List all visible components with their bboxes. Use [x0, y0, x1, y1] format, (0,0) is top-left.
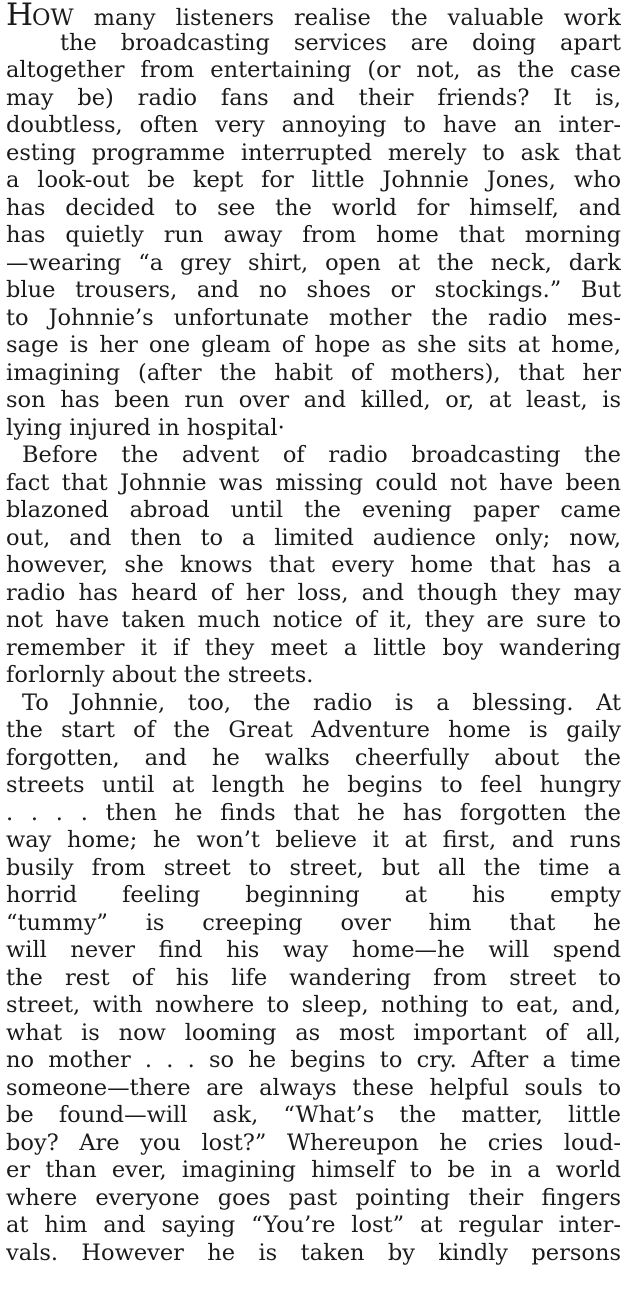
- text-line: [6, 250, 621, 278]
- text-line-content: forlornly about the streets.: [6, 662, 314, 688]
- text-line: [6, 415, 621, 443]
- text-line: [6, 140, 621, 168]
- text-line-content: not have taken much notice of it, they are sure to: [6, 607, 621, 633]
- text-line-content: To Johnnie, too, the radio is a blessing. At: [22, 689, 621, 716]
- text-line-content: doubtless, often very annoying to have an inter-: [6, 112, 621, 138]
- text-line-content: er than ever, imagining himself to be in a world: [6, 1157, 621, 1183]
- text-line: [6, 1075, 621, 1103]
- text-line-content: blazoned abroad until the evening paper came: [6, 497, 621, 523]
- text-line: [6, 690, 621, 718]
- text-line: [6, 332, 621, 360]
- text-line: [6, 800, 621, 828]
- text-line: [6, 772, 621, 800]
- text-line-content: son has been run over and killed, or, at least, is: [6, 387, 621, 413]
- text-line-content: to Johnnie’s unfortunate mother the radio mes-: [6, 304, 621, 331]
- text-line: [6, 305, 621, 333]
- text-line-content: fact that Johnnie was missing could not have been: [6, 469, 621, 496]
- text-line: [6, 1130, 621, 1158]
- text-line: [6, 965, 621, 993]
- text-line: [6, 195, 621, 223]
- text-line: [6, 745, 621, 773]
- text-line: [6, 1020, 621, 1048]
- text-line-content: be found—will ask, “What’s the matter, little: [6, 1102, 621, 1128]
- text-line: [6, 360, 621, 388]
- text-line-content: way home; he won’t believe it at first, and runs: [6, 827, 621, 853]
- text-line-content: what is now looming as most important of all,: [6, 1019, 621, 1046]
- text-line: [6, 442, 621, 470]
- text-line: [6, 635, 621, 663]
- text-line-content: the broadcasting services are doing apart: [60, 29, 621, 56]
- text-line-content: sage is her one gleam of hope as she sits at home,: [6, 332, 621, 358]
- text-line-content: altogether from entertaining (or not, as the case: [6, 57, 621, 83]
- text-line-content: will never find his way home—he will spend: [6, 937, 621, 963]
- text-line: [6, 937, 621, 965]
- text-line: [6, 1157, 621, 1185]
- text-line: [6, 662, 621, 690]
- text-line-content: where everyone goes past pointing their fingers: [6, 1184, 621, 1211]
- text-line-content: horrid feeling beginning at his empty: [6, 882, 621, 908]
- text-line-content: someone—there are always these helpful souls to: [6, 1074, 621, 1101]
- text-line-content: remember it if they meet a little boy wandering: [6, 634, 621, 661]
- text-line-content: radio has heard of her loss, and though they may: [6, 579, 621, 606]
- text-line: [6, 1185, 621, 1213]
- text-line: [6, 30, 621, 58]
- text-line-content: the rest of his life wandering from street to: [6, 964, 621, 991]
- text-line-content: no mother . . . so he begins to cry. After a time: [6, 1047, 621, 1073]
- text-line: [6, 85, 621, 113]
- text-line-content: has decided to see the world for himself, and: [6, 194, 621, 221]
- text-line: [6, 57, 621, 85]
- text-line-content: boy? Are you lost?” Whereupon he cries loud-: [6, 1129, 621, 1156]
- text-line-content: vals. However he is taken by kindly persons: [6, 1239, 621, 1266]
- text-line-content: out, and then to a limited audience only; now,: [6, 524, 621, 551]
- text-line-content: blue trousers, and no shoes or stockings.” But: [6, 277, 621, 303]
- text-line-content: busily from street to street, but all the time a: [6, 854, 621, 881]
- text-line-content: “tummy” is creeping over him that he: [6, 909, 621, 936]
- article-text: [6, 2, 621, 1267]
- text-line-content: —wearing “a grey shirt, open at the neck, dark: [6, 249, 621, 276]
- text-line-content: at him and saying “You’re lost” at regular inter-: [6, 1212, 621, 1238]
- text-line-content: may be) radio fans and their friends? It is,: [6, 84, 621, 111]
- drop-cap: H: [6, 2, 33, 30]
- text-line: [6, 910, 621, 938]
- text-line: [6, 1240, 621, 1268]
- text-line: [6, 470, 621, 498]
- text-line: [6, 855, 621, 883]
- text-line-content: a look-out be kept for little Johnnie Jones, who: [6, 167, 621, 193]
- text-line: [6, 497, 621, 525]
- text-line: [6, 717, 621, 745]
- text-line: [6, 525, 621, 553]
- text-line-content: streets until at length he begins to feel hungry: [6, 772, 621, 798]
- text-line-content: has quietly run away from home that morning: [6, 222, 621, 248]
- text-line-content: esting programme interrupted merely to ask that: [6, 139, 621, 166]
- text-line-content: OW many listeners realise the valuable work: [32, 5, 621, 30]
- text-line: [6, 2, 621, 30]
- text-line-content: however, she knows that every home that has a: [6, 552, 621, 578]
- text-line: [6, 580, 621, 608]
- text-line: [6, 552, 621, 580]
- text-line-content: imagining (after the habit of mothers), that her: [6, 359, 621, 386]
- text-line: [6, 1102, 621, 1130]
- text-line-content: Before the advent of radio broadcasting the: [22, 442, 621, 468]
- text-line-content: the start of the Great Adventure home is gaily: [6, 717, 621, 743]
- text-line: [6, 222, 621, 250]
- text-line: [6, 277, 621, 305]
- text-line: [6, 827, 621, 855]
- text-line: [6, 387, 621, 415]
- text-line: [6, 992, 621, 1020]
- text-line: [6, 167, 621, 195]
- text-line: [6, 112, 621, 140]
- text-line: [6, 1047, 621, 1075]
- text-line-content: . . . . then he finds that he has forgotten the: [6, 799, 621, 826]
- text-line: [6, 607, 621, 635]
- text-line-content: forgotten, and he walks cheerfully about the: [6, 744, 621, 771]
- text-line-content: lying injured in hospital·: [6, 414, 285, 441]
- text-line-content: street, with nowhere to sleep, nothing to eat, and,: [6, 992, 621, 1018]
- text-line: [6, 882, 621, 910]
- text-line: [6, 1212, 621, 1240]
